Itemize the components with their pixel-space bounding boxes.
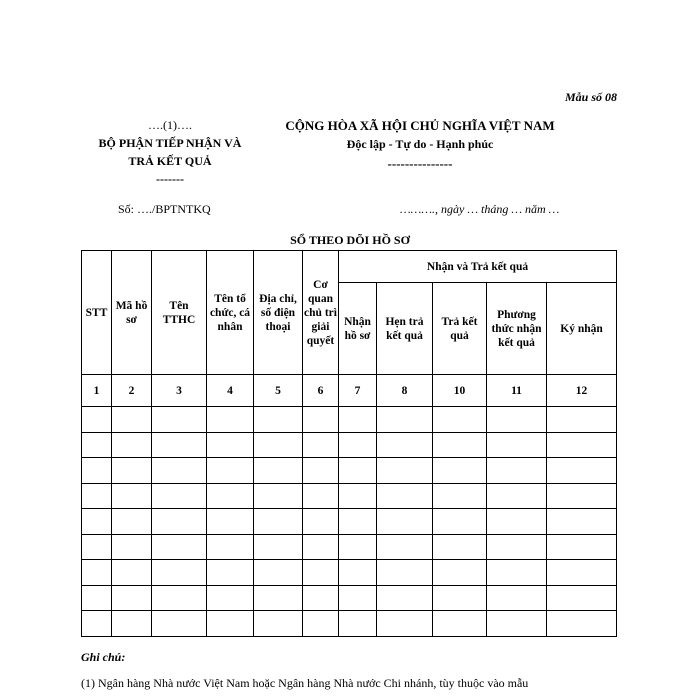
col-header-applicant: Tên tổ chức, cá nhân xyxy=(207,251,254,375)
table-cell xyxy=(254,509,303,535)
table-cell xyxy=(339,509,377,535)
col-header-delivery-method: Phương thức nhận kết quả xyxy=(487,283,547,375)
national-motto: Độc lập - Tự do - Hạnh phúc xyxy=(346,137,494,151)
table-cell xyxy=(207,534,254,560)
table-cell xyxy=(433,483,487,509)
table-cell xyxy=(547,407,617,433)
column-number-row xyxy=(82,375,617,407)
table-row xyxy=(82,432,617,458)
table-cell xyxy=(254,611,303,637)
table-cell xyxy=(112,407,152,433)
office-line-2: TRẢ KẾT QUẢ xyxy=(128,154,212,168)
table-cell xyxy=(487,432,547,458)
table-cell xyxy=(547,534,617,560)
table-cell xyxy=(152,483,207,509)
column-number: 8 xyxy=(377,375,433,407)
table-row xyxy=(82,483,617,509)
table-cell xyxy=(207,458,254,484)
table-cell xyxy=(487,611,547,637)
column-number: 4 xyxy=(207,375,254,407)
col-header-appointment: Hẹn trả kết quả xyxy=(377,283,433,375)
note-item-1: (1) Ngân hàng Nhà nước Việt Nam hoặc Ngân hàng Nhà nước Chi nhánh, tùy thuộc vào mẫu xyxy=(81,676,529,690)
table-row xyxy=(82,560,617,586)
table-cell xyxy=(152,560,207,586)
column-number: 7 xyxy=(339,375,377,407)
table-cell xyxy=(112,585,152,611)
notes-title: Ghi chú: xyxy=(81,650,126,664)
table-row xyxy=(82,585,617,611)
table-cell xyxy=(339,483,377,509)
table-cell xyxy=(303,407,339,433)
column-number: 6 xyxy=(303,375,339,407)
table-cell xyxy=(152,407,207,433)
table-cell xyxy=(377,432,433,458)
table-cell xyxy=(377,509,433,535)
unit-placeholder: ….(1)…. xyxy=(148,118,192,132)
table-cell xyxy=(547,458,617,484)
table-cell xyxy=(82,407,112,433)
table-cell xyxy=(487,483,547,509)
table-cell xyxy=(303,611,339,637)
col-header-received: Nhận hồ sơ xyxy=(339,283,377,375)
table-cell xyxy=(82,458,112,484)
col-header-address-phone: Địa chỉ, số điện thoại xyxy=(254,251,303,375)
table-cell xyxy=(487,407,547,433)
table-cell xyxy=(82,534,112,560)
table-cell xyxy=(377,585,433,611)
table-cell xyxy=(547,483,617,509)
table-cell xyxy=(254,534,303,560)
table-cell xyxy=(82,509,112,535)
table-cell xyxy=(303,534,339,560)
table-cell xyxy=(339,407,377,433)
table-cell xyxy=(547,509,617,535)
table-cell xyxy=(303,560,339,586)
table-cell xyxy=(339,560,377,586)
table-cell xyxy=(487,585,547,611)
col-header-lead-agency: Cơ quan chủ trì giải quyết xyxy=(303,251,339,375)
column-number: 2 xyxy=(112,375,152,407)
table-cell xyxy=(339,432,377,458)
table-cell xyxy=(152,611,207,637)
table-cell xyxy=(433,432,487,458)
table-cell xyxy=(254,432,303,458)
table-cell xyxy=(207,560,254,586)
table-cell xyxy=(433,509,487,535)
table-cell xyxy=(207,432,254,458)
reference-number: Số: …./BPTNTKQ xyxy=(118,202,211,216)
table-cell xyxy=(377,407,433,433)
table-cell xyxy=(377,611,433,637)
table-cell xyxy=(152,458,207,484)
country-name: CỘNG HÒA XÃ HỘI CHỦ NGHĨA VIỆT NAM xyxy=(285,118,555,133)
table-cell xyxy=(433,458,487,484)
table-cell xyxy=(433,534,487,560)
column-number: 3 xyxy=(152,375,207,407)
table-cell xyxy=(547,432,617,458)
right-divider: --------------- xyxy=(387,156,453,171)
table-cell xyxy=(303,585,339,611)
table-cell xyxy=(303,432,339,458)
table-cell xyxy=(112,483,152,509)
issuing-unit-header xyxy=(70,116,270,188)
col-header-file-code: Mã hồ sơ xyxy=(112,251,152,375)
table-cell xyxy=(254,407,303,433)
col-header-returned: Trả kết quả xyxy=(433,283,487,375)
table-cell xyxy=(112,509,152,535)
table-cell xyxy=(339,585,377,611)
table-cell xyxy=(112,560,152,586)
table-row xyxy=(82,611,617,637)
table-cell xyxy=(547,611,617,637)
table-cell xyxy=(82,432,112,458)
table-cell xyxy=(152,585,207,611)
table-cell xyxy=(82,611,112,637)
table-row xyxy=(82,458,617,484)
table-cell xyxy=(487,509,547,535)
table-cell xyxy=(152,432,207,458)
blank-rows xyxy=(82,407,617,637)
table-cell xyxy=(339,534,377,560)
table-cell xyxy=(254,560,303,586)
form-number: Mẫu số 08 xyxy=(564,90,617,104)
column-number: 12 xyxy=(547,375,617,407)
table-cell xyxy=(82,483,112,509)
table-cell xyxy=(112,611,152,637)
table-cell xyxy=(207,611,254,637)
table-cell xyxy=(112,534,152,560)
table-cell xyxy=(303,509,339,535)
table-cell xyxy=(152,509,207,535)
table-cell xyxy=(377,534,433,560)
table-cell xyxy=(303,483,339,509)
table-cell xyxy=(433,611,487,637)
column-number: 11 xyxy=(487,375,547,407)
table-cell xyxy=(433,585,487,611)
table-cell xyxy=(112,458,152,484)
table-header-row xyxy=(82,251,617,283)
table-cell xyxy=(487,458,547,484)
table-cell xyxy=(207,483,254,509)
table-cell xyxy=(377,560,433,586)
table-cell xyxy=(254,458,303,484)
table-cell xyxy=(112,432,152,458)
table-row xyxy=(82,534,617,560)
national-header xyxy=(270,116,570,173)
table-cell xyxy=(377,483,433,509)
table-cell xyxy=(487,560,547,586)
table-cell xyxy=(82,560,112,586)
table-cell xyxy=(152,534,207,560)
tracking-table xyxy=(81,250,617,637)
table-cell xyxy=(207,509,254,535)
table-cell xyxy=(339,458,377,484)
col-group-header-receive-return: Nhận và Trả kết quả xyxy=(339,251,617,283)
table-title: SỔ THEO DÕI HỒ SƠ xyxy=(290,233,410,247)
table-row xyxy=(82,509,617,535)
table-cell xyxy=(339,611,377,637)
table-cell xyxy=(547,585,617,611)
column-number: 5 xyxy=(254,375,303,407)
col-header-signature: Ký nhận xyxy=(547,283,617,375)
table-cell xyxy=(254,483,303,509)
table-row xyxy=(82,407,617,433)
table-cell xyxy=(487,534,547,560)
table-cell xyxy=(303,458,339,484)
table-cell xyxy=(207,407,254,433)
table-cell xyxy=(207,585,254,611)
table-cell xyxy=(377,458,433,484)
table-cell xyxy=(254,585,303,611)
column-number: 1 xyxy=(82,375,112,407)
table-cell xyxy=(433,560,487,586)
left-divider: ------- xyxy=(156,172,184,186)
column-number: 10 xyxy=(433,375,487,407)
table-cell xyxy=(433,407,487,433)
col-header-procedure-name: Tên TTHC xyxy=(152,251,207,375)
office-line-1: BỘ PHẬN TIẾP NHẬN VÀ xyxy=(98,136,242,150)
col-header-stt: STT xyxy=(82,251,112,375)
date-line: ………., ngày … tháng … năm … xyxy=(400,202,560,216)
table-cell xyxy=(82,585,112,611)
table-cell xyxy=(547,560,617,586)
